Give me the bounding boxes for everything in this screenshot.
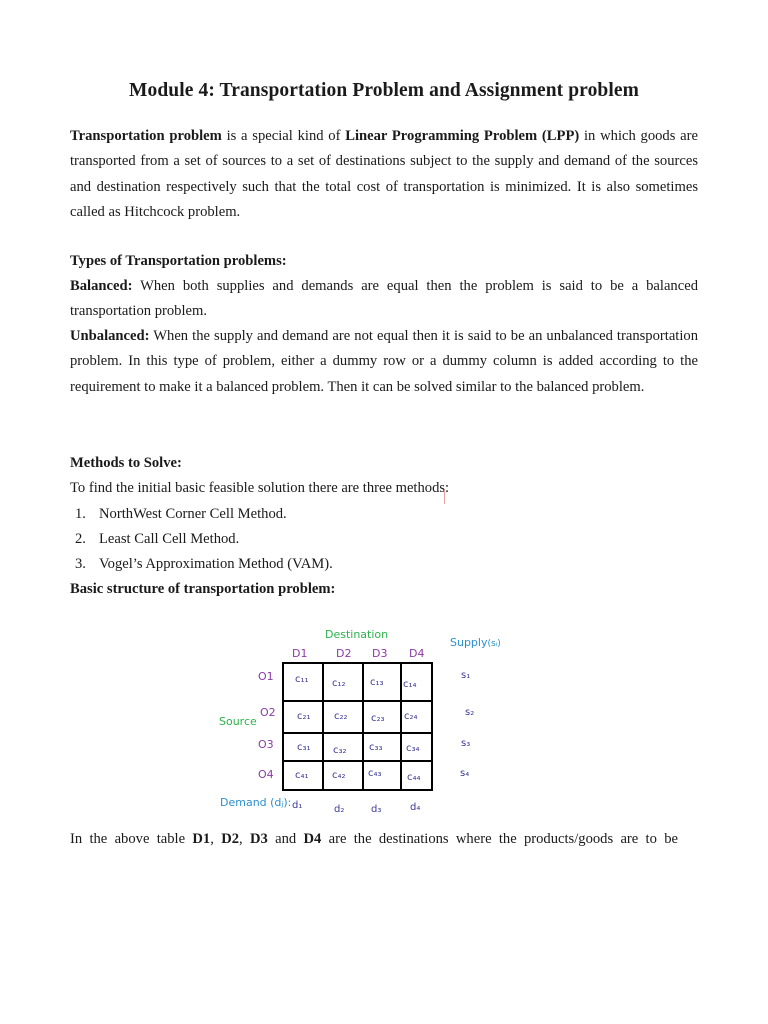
grid-line: [400, 662, 402, 791]
grid-line: [282, 760, 433, 762]
cost-cell: c₂₃: [371, 713, 385, 724]
cost-cell: c₄₄: [407, 772, 421, 783]
destination-label: Destination: [325, 628, 389, 641]
cost-cell: c₃₂: [333, 745, 347, 756]
destination-d1: D1: [192, 831, 211, 847]
closing-paragraph: [70, 831, 698, 848]
destination-d4: D4: [303, 831, 322, 847]
structure-heading: Basic structure of transportation problem:: [70, 581, 336, 597]
methods-heading: Methods to Solve:: [70, 455, 182, 471]
methods-intro: To find the initial basic feasible solution there are three methods:: [70, 480, 450, 496]
row-header-o2: O2: [260, 706, 276, 719]
cost-cell: c₄₂: [332, 770, 346, 781]
unbalanced-text: When the supply and demand are not equal then it is said to be an unbalanced transportation problem. In this type of problem, either a dummy row or a dummy column is added according to the requirement to make it a balanced problem. Then it can be solved similar to the balanced problem.: [70, 328, 698, 395]
types-heading: Types of Transportation problems:: [70, 253, 287, 269]
supply-value: s₂: [465, 707, 475, 718]
supply-label-sub: (sᵢ): [487, 639, 501, 649]
demand-label: Demand (dⱼ):: [220, 796, 292, 809]
source-label: Source: [219, 715, 257, 728]
column-header-d3: D3: [372, 647, 388, 660]
row-header-o1: O1: [258, 670, 274, 683]
cost-cell: c₁₄: [403, 679, 417, 690]
list-number: 3.: [75, 556, 86, 572]
column-header-d4: D4: [409, 647, 425, 660]
unbalanced-paragraph: [70, 324, 698, 400]
page-title: Module 4: Transportation Problem and Assignment problem: [128, 80, 639, 101]
supply-label: [450, 636, 501, 649]
supply-value: s₃: [461, 738, 471, 749]
cost-cell: c₄₁: [295, 770, 309, 781]
term-transportation-problem: Transportation problem: [70, 128, 222, 144]
destination-d3: D3: [249, 831, 268, 847]
supply-value: s₁: [461, 670, 471, 681]
cost-cell: c₂₄: [404, 711, 418, 722]
list-item: [70, 502, 333, 527]
closing-text: ,: [239, 831, 250, 847]
term-lpp: Linear Programming Problem (LPP): [345, 128, 580, 144]
column-header-d2: D2: [336, 647, 352, 660]
grid-line: [282, 732, 433, 734]
demand-value: d₄: [410, 802, 421, 813]
unbalanced-term: Unbalanced:: [70, 328, 150, 344]
grid-line: [362, 662, 364, 791]
cost-cell: c₃₁: [297, 742, 311, 753]
intro-text-2: in which goods are transported from a set of sources to a set of destinations subject to the supply and demand of the sources and destination respectively such that the total cost of transportation is minimized. It is also sometimes called as Hitchcock problem.: [70, 128, 698, 221]
list-label: NorthWest Corner Cell Method.: [99, 506, 287, 522]
demand-value: d₂: [334, 804, 345, 815]
cost-cell: c₄₃: [368, 768, 382, 779]
row-header-o3: O3: [258, 738, 274, 751]
cursor-mark: [444, 490, 448, 504]
closing-text: and: [267, 831, 304, 847]
cost-cell: c₁₃: [370, 677, 384, 688]
balanced-text: When both supplies and demands are equal then the problem is said to be a balanced transportation problem.: [70, 278, 698, 320]
cost-cell: c₁₂: [332, 678, 346, 689]
column-header-d1: D1: [292, 647, 308, 660]
methods-list: [70, 502, 333, 577]
cost-cell: c₃₃: [369, 742, 383, 753]
demand-value: d₁: [292, 800, 303, 811]
cost-cell: c₁₁: [295, 674, 309, 685]
list-label: Vogel’s Approximation Method (VAM).: [99, 556, 333, 572]
row-header-o4: O4: [258, 768, 274, 781]
grid-line: [282, 700, 433, 702]
supply-label-text: Supply: [450, 636, 488, 649]
grid-line: [322, 662, 324, 791]
demand-value: d₃: [371, 804, 382, 815]
closing-text: are the destinations where the products/goods are to be: [321, 831, 678, 847]
list-number: 1.: [75, 506, 86, 522]
intro-text-1: is a special kind of: [221, 128, 346, 144]
balanced-term: Balanced:: [70, 278, 133, 294]
cost-cell: c₂₂: [334, 711, 348, 722]
list-label: Least Call Cell Method.: [99, 531, 240, 547]
list-item: [70, 527, 333, 552]
list-number: 2.: [75, 531, 86, 547]
intro-paragraph: [70, 124, 698, 226]
closing-text: In the above table: [70, 831, 193, 847]
balanced-paragraph: [70, 274, 698, 325]
destination-d2: D2: [221, 831, 240, 847]
closing-text: ,: [210, 831, 222, 847]
cost-cell: c₃₄: [406, 743, 420, 754]
cost-cell: c₂₁: [297, 711, 311, 722]
list-item: [70, 552, 333, 577]
supply-value: s₄: [460, 768, 470, 779]
transportation-diagram: [210, 620, 530, 820]
